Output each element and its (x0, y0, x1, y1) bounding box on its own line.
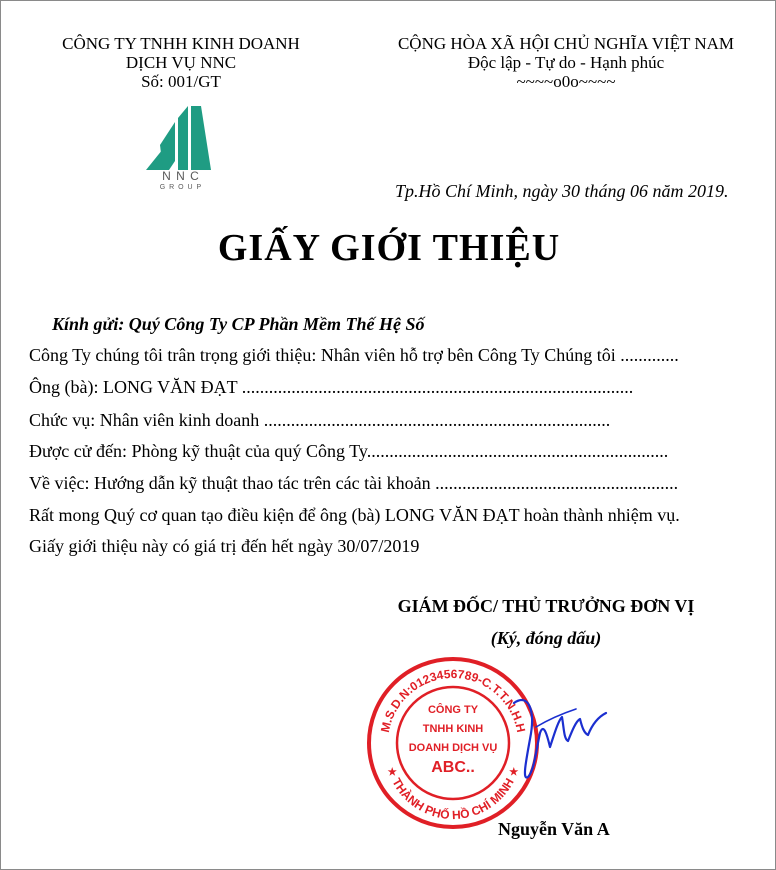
signatory-name: Nguyễn Văn A (498, 819, 610, 839)
intro-line: Công Ty chúng tôi trân trọng giới thiệu: Nhân viên hỗ trợ bên Công Ty Chúng tôi ............. (29, 345, 679, 365)
signatory-title: GIÁM ĐỐC/ THỦ TRƯỞNG ĐƠN VỊ (397, 596, 695, 616)
national-title: CỘNG HÒA XÃ HỘI CHỦ NGHĨA VIỆT NAM (397, 34, 735, 53)
assigned-to-line: Được cử đến: Phòng kỹ thuật của quý Công Ty................................................................... (29, 441, 669, 461)
date-line: Tp.Hồ Chí Minh, ngày 30 tháng 06 năm 2019. (395, 181, 729, 201)
position-line: Chức vụ: Nhân viên kinh doanh ............................................................................. (29, 410, 611, 430)
document-title: GIẤY GIỚI THIỆU (217, 227, 561, 269)
handwritten-signature-icon (506, 681, 616, 791)
ornament-divider: ~~~~o0o~~~~ (516, 72, 616, 91)
nnc-logo (141, 101, 221, 197)
request-line: Rất mong Quý cơ quan tạo điều kiện để ông (bà) LONG VĂN ĐẠT hoàn thành nhiệm vụ. (29, 505, 680, 525)
addressee-line: Kính gửi: Quý Công Ty CP Phần Mềm Thế Hệ Số (52, 314, 425, 334)
nnc-logo-mark-icon (141, 101, 221, 171)
signature-note: (Ký, đóng dấu) (490, 628, 602, 648)
svg-text:M.S.D.N:0123456789-C.T.T.N.H.H: M.S.D.N:0123456789-C.T.T.N.H.H (377, 666, 529, 734)
svg-text:DOANH DỊCH VỤ: DOANH DỊCH VỤ (408, 742, 498, 754)
svg-text:★ THÀNH PHỐ HỒ CHÍ MINH ★: ★ THÀNH PHỐ HỒ CHÍ MINH ★ (384, 764, 522, 823)
employee-name-line: Ông (bà): LONG VĂN ĐẠT ....................................................................................... (29, 377, 634, 397)
national-motto: Độc lập - Tự do - Hạnh phúc (467, 53, 665, 72)
logo-group-label: G R O U P (159, 184, 203, 191)
svg-text:ABC..: ABC.. (431, 759, 475, 776)
document-number: Số: 001/GT (141, 72, 221, 91)
company-name-line2: DỊCH VỤ NNC (125, 53, 237, 72)
svg-text:TNHH KINH: TNHH KINH (422, 723, 484, 735)
logo-letters: N N C (162, 169, 200, 183)
validity-line: Giấy giới thiệu này có giá trị đến hết ngày 30/07/2019 (29, 536, 420, 556)
subject-line: Về việc: Hướng dẫn kỹ thuật thao tác trên các tài khoản ...................................................... (29, 473, 679, 493)
svg-text:CÔNG TY: CÔNG TY (427, 704, 479, 716)
company-name-line1: CÔNG TY TNHH KINH DOANH (62, 34, 300, 53)
